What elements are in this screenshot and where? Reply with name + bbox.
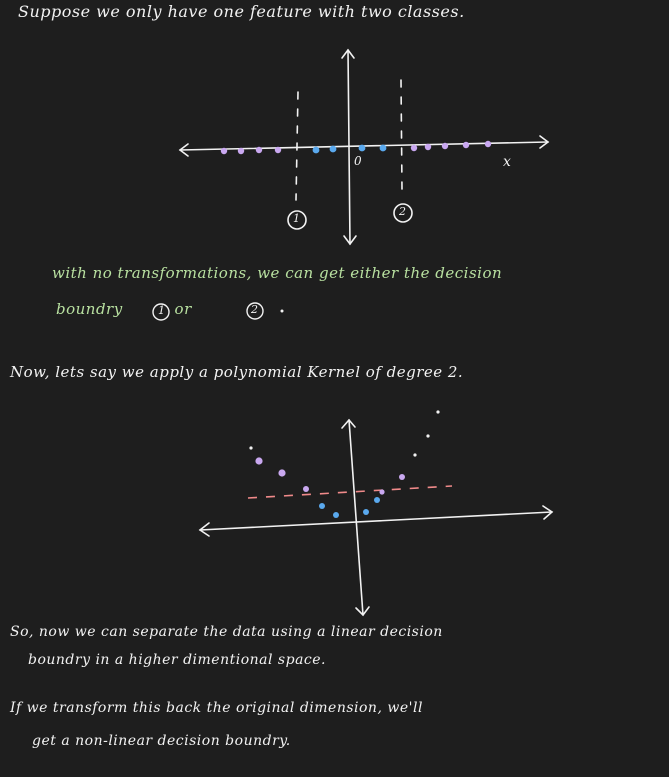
purple-point [399, 474, 405, 480]
x-axis-label: x [503, 154, 511, 170]
white-point [249, 446, 252, 449]
note-higher-dim: boundry in a higher dimentional space. [28, 652, 326, 668]
white-point [436, 410, 439, 413]
blue-point [374, 497, 380, 503]
note-or-word: or [174, 300, 192, 318]
linear-boundary-line [248, 486, 452, 498]
note-separate: So, now we can separate the data using a linear decision [10, 624, 443, 640]
purple-point [379, 489, 384, 494]
purple-point [255, 457, 262, 464]
note-nonlinear: get a non-linear decision boundry. [32, 733, 291, 749]
y2-axis-line [349, 420, 363, 615]
note-no-transform: with no transformations, we can get either the decision [52, 264, 503, 282]
purple-point [278, 469, 285, 476]
blue-point [363, 509, 369, 515]
note-polynomial-kernel: Now, lets say we apply a polynomial Kernel of degree 2. [10, 363, 464, 381]
x2-axis-line [200, 512, 552, 530]
blue-point [319, 503, 325, 509]
blue-point [333, 512, 339, 518]
origin-label: 0 [354, 154, 362, 168]
purple-point [303, 486, 309, 492]
boundary-1-label: 1 [293, 212, 300, 225]
note-intro: Suppose we only have one feature with two classes. [18, 2, 465, 21]
inline-label-1: 1 [158, 304, 165, 317]
note-boundry-word: boundry [56, 300, 123, 318]
white-point [413, 453, 416, 456]
inline-label-2: 2 [251, 303, 258, 316]
white-point [426, 434, 429, 437]
note-transform-back: If we transform this back the original dimension, we'll [10, 700, 423, 716]
boundary-2-label: 2 [399, 205, 406, 218]
